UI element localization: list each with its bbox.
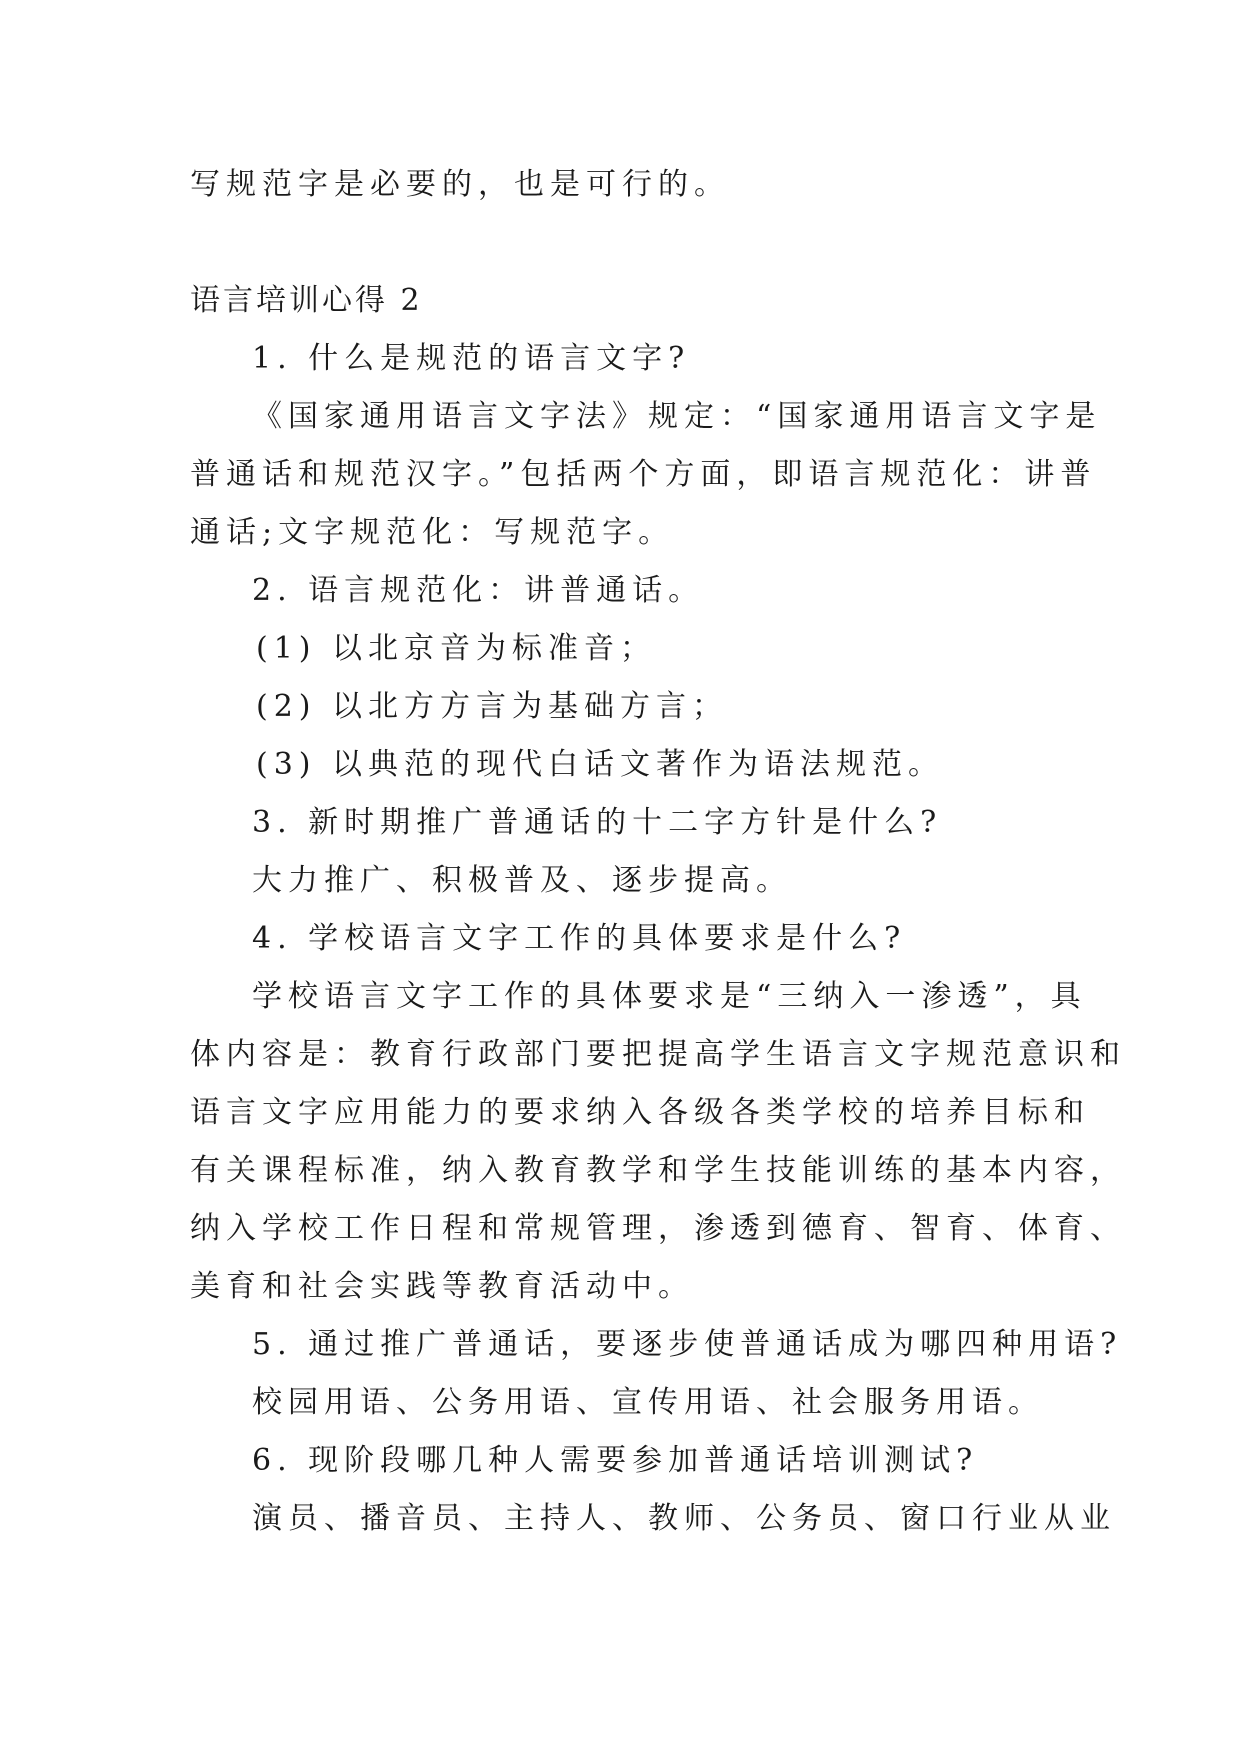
answer-4-line: 有关课程标准，纳入教育教学和学生技能训练的基本内容， — [190, 1153, 1126, 1188]
question-1: 1. 什么是规范的语言文字? — [252, 341, 691, 376]
answer-3: 大力推广、积极普及、逐步提高。 — [252, 863, 792, 898]
question-3: 3. 新时期推广普通话的十二字方针是什么? — [252, 805, 943, 840]
answer-2-item: (2) 以北方方言为基础方言； — [256, 689, 729, 724]
question-5: 5. 通过推广普通话，要逐步使普通话成为哪四种用语? — [252, 1327, 1123, 1362]
answer-4-line: 学校语言文字工作的具体要求是“三纳入一渗透”，具 — [252, 979, 1087, 1014]
answer-4-line: 语言文字应用能力的要求纳入各级各类学校的培养目标和 — [190, 1095, 1090, 1130]
answer-1-line: 普通话和规范汉字。”包括两个方面，即语言规范化：讲普 — [190, 457, 1097, 492]
answer-5: 校园用语、公务用语、宣传用语、社会服务用语。 — [252, 1385, 1044, 1420]
question-6: 6. 现阶段哪几种人需要参加普通话培训测试? — [252, 1443, 979, 1478]
answer-1-line: 《国家通用语言文字法》规定：“国家通用语言文字是 — [252, 399, 1102, 434]
answer-2-item: (1) 以北京音为标准音； — [256, 631, 657, 666]
answer-2-item: (3) 以典范的现代白话文著作为语法规范。 — [256, 747, 945, 782]
answer-6: 演员、播音员、主持人、教师、公务员、窗口行业从业 — [252, 1501, 1116, 1536]
continuation-line: 写规范字是必要的，也是可行的。 — [190, 167, 730, 202]
answer-4-line: 体内容是：教育行政部门要把提高学生语言文字规范意识和 — [190, 1037, 1126, 1072]
document-body — [190, 156, 1126, 1548]
answer-4-line: 纳入学校工作日程和常规管理，渗透到德育、智育、体育、 — [190, 1211, 1126, 1246]
question-2: 2. 语言规范化：讲普通话。 — [252, 573, 705, 608]
section-title: 语言培训心得 2 — [190, 283, 423, 318]
answer-1-line: 通话;文字规范化：写规范字。 — [190, 515, 675, 550]
question-4: 4. 学校语言文字工作的具体要求是什么? — [252, 921, 907, 956]
answer-4-line: 美育和社会实践等教育活动中。 — [190, 1269, 694, 1304]
